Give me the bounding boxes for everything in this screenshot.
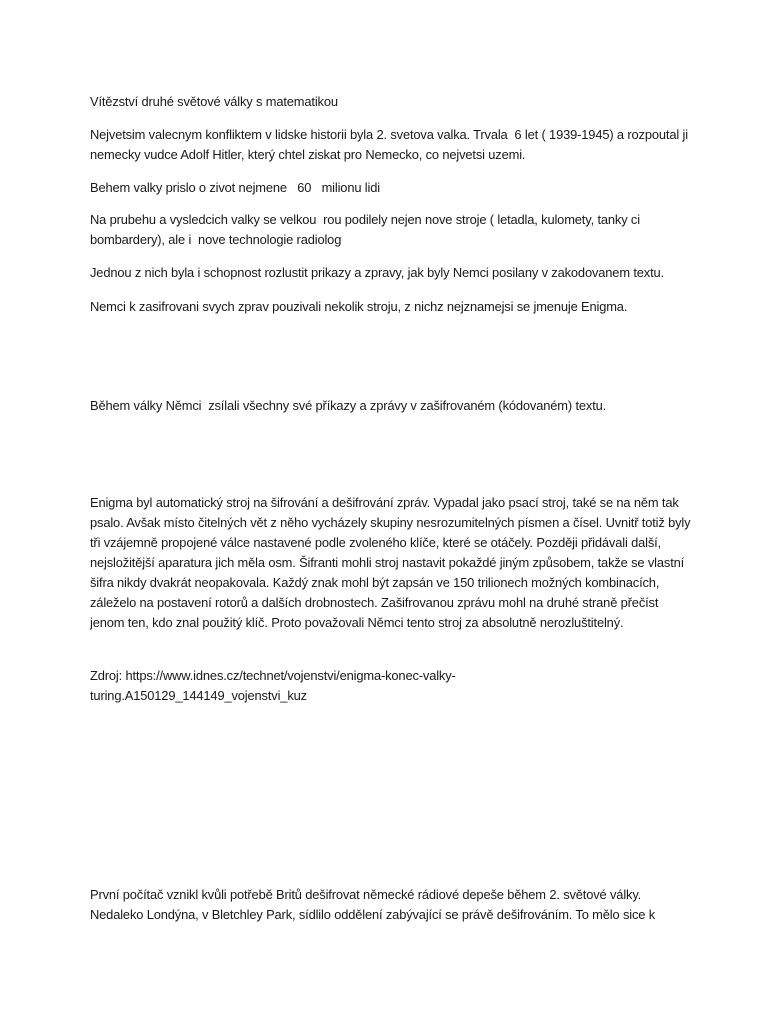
paragraph: Enigma byl automatický stroj na šifrování a dešifrování zpráv. Vypadal jako psací stroj, také se na něm tak psalo. Avšak místo čitelných vět z něho vycházely skupiny nesrozumitelných písmen a čísel. Uvnitř totiž byly tři vzájemně propojené válce nastavené podle zvoleného klíče, které se otáčely. Později přidávali další, nejsložitější aparatura jich měla osm. Šifranti mohli stroj nastavit pokaždé jiným způsobem, takže se vlastní šifra nikdy dvakrát neopakovala. Každý znak mohl být zapsán ve 150 trilionech možných kombinacích, záleželo na postavení rotorů a dalších drobnostech. Zašifrovanou zprávu mohl na druhé straně přečíst jenom ten, kdo znal použitý klíč. Proto považovali Němci tento stroj za absolutně nerozluštitelný. xyxy=(90,495,694,630)
paragraph: Behem valky prislo o zivot nejmene 60 milionu lidi xyxy=(90,180,380,195)
paragraph: Nemci k zasifrovani svych zprav pouzivali nekolik stroju, z nichz nejznamejsi se jmenuje Enigma. xyxy=(90,299,628,314)
paragraph: Nejvetsim valecnym konfliktem v lidske historii byla 2. svetova valka. Trvala 6 let ( 1939-1945) a rozpoutal ji nemecky vudce Adolf Hitler, který chtel ziskat pro Nemecko, co nejvetsi uzemi. xyxy=(90,127,692,162)
paragraph: Na prubehu a vysledcich valky se velkou rou podilely nejen nove stroje ( letadla, kulomety, tanky ci bombardery), ale i nove technologie radiolog xyxy=(90,212,644,247)
paragraph: Jednou z nich byla i schopnost rozlustit prikazy a zpravy, jak byly Nemci posilany v zakodovanem textu. xyxy=(90,265,664,280)
document-title: Vítězství druhé světové války s matematikou xyxy=(90,94,338,109)
source-citation: Zdroj: https://www.idnes.cz/technet/vojenstvi/enigma-konec-valky-turing.A150129_144149_vojenstvi_kuz xyxy=(90,668,456,703)
paragraph: Během války Němci zsílali všechny své příkazy a zprávy v zašifrovaném (kódovaném) textu. xyxy=(90,398,607,413)
paragraph: První počítač vznikl kvůli potřebě Britů dešifrovat německé rádiové depeše během 2. světové války. Nedaleko Londýna, v Bletchley Park, sídlilo oddělení zabývající se právě dešifrováním. To mělo sice k xyxy=(90,887,655,922)
